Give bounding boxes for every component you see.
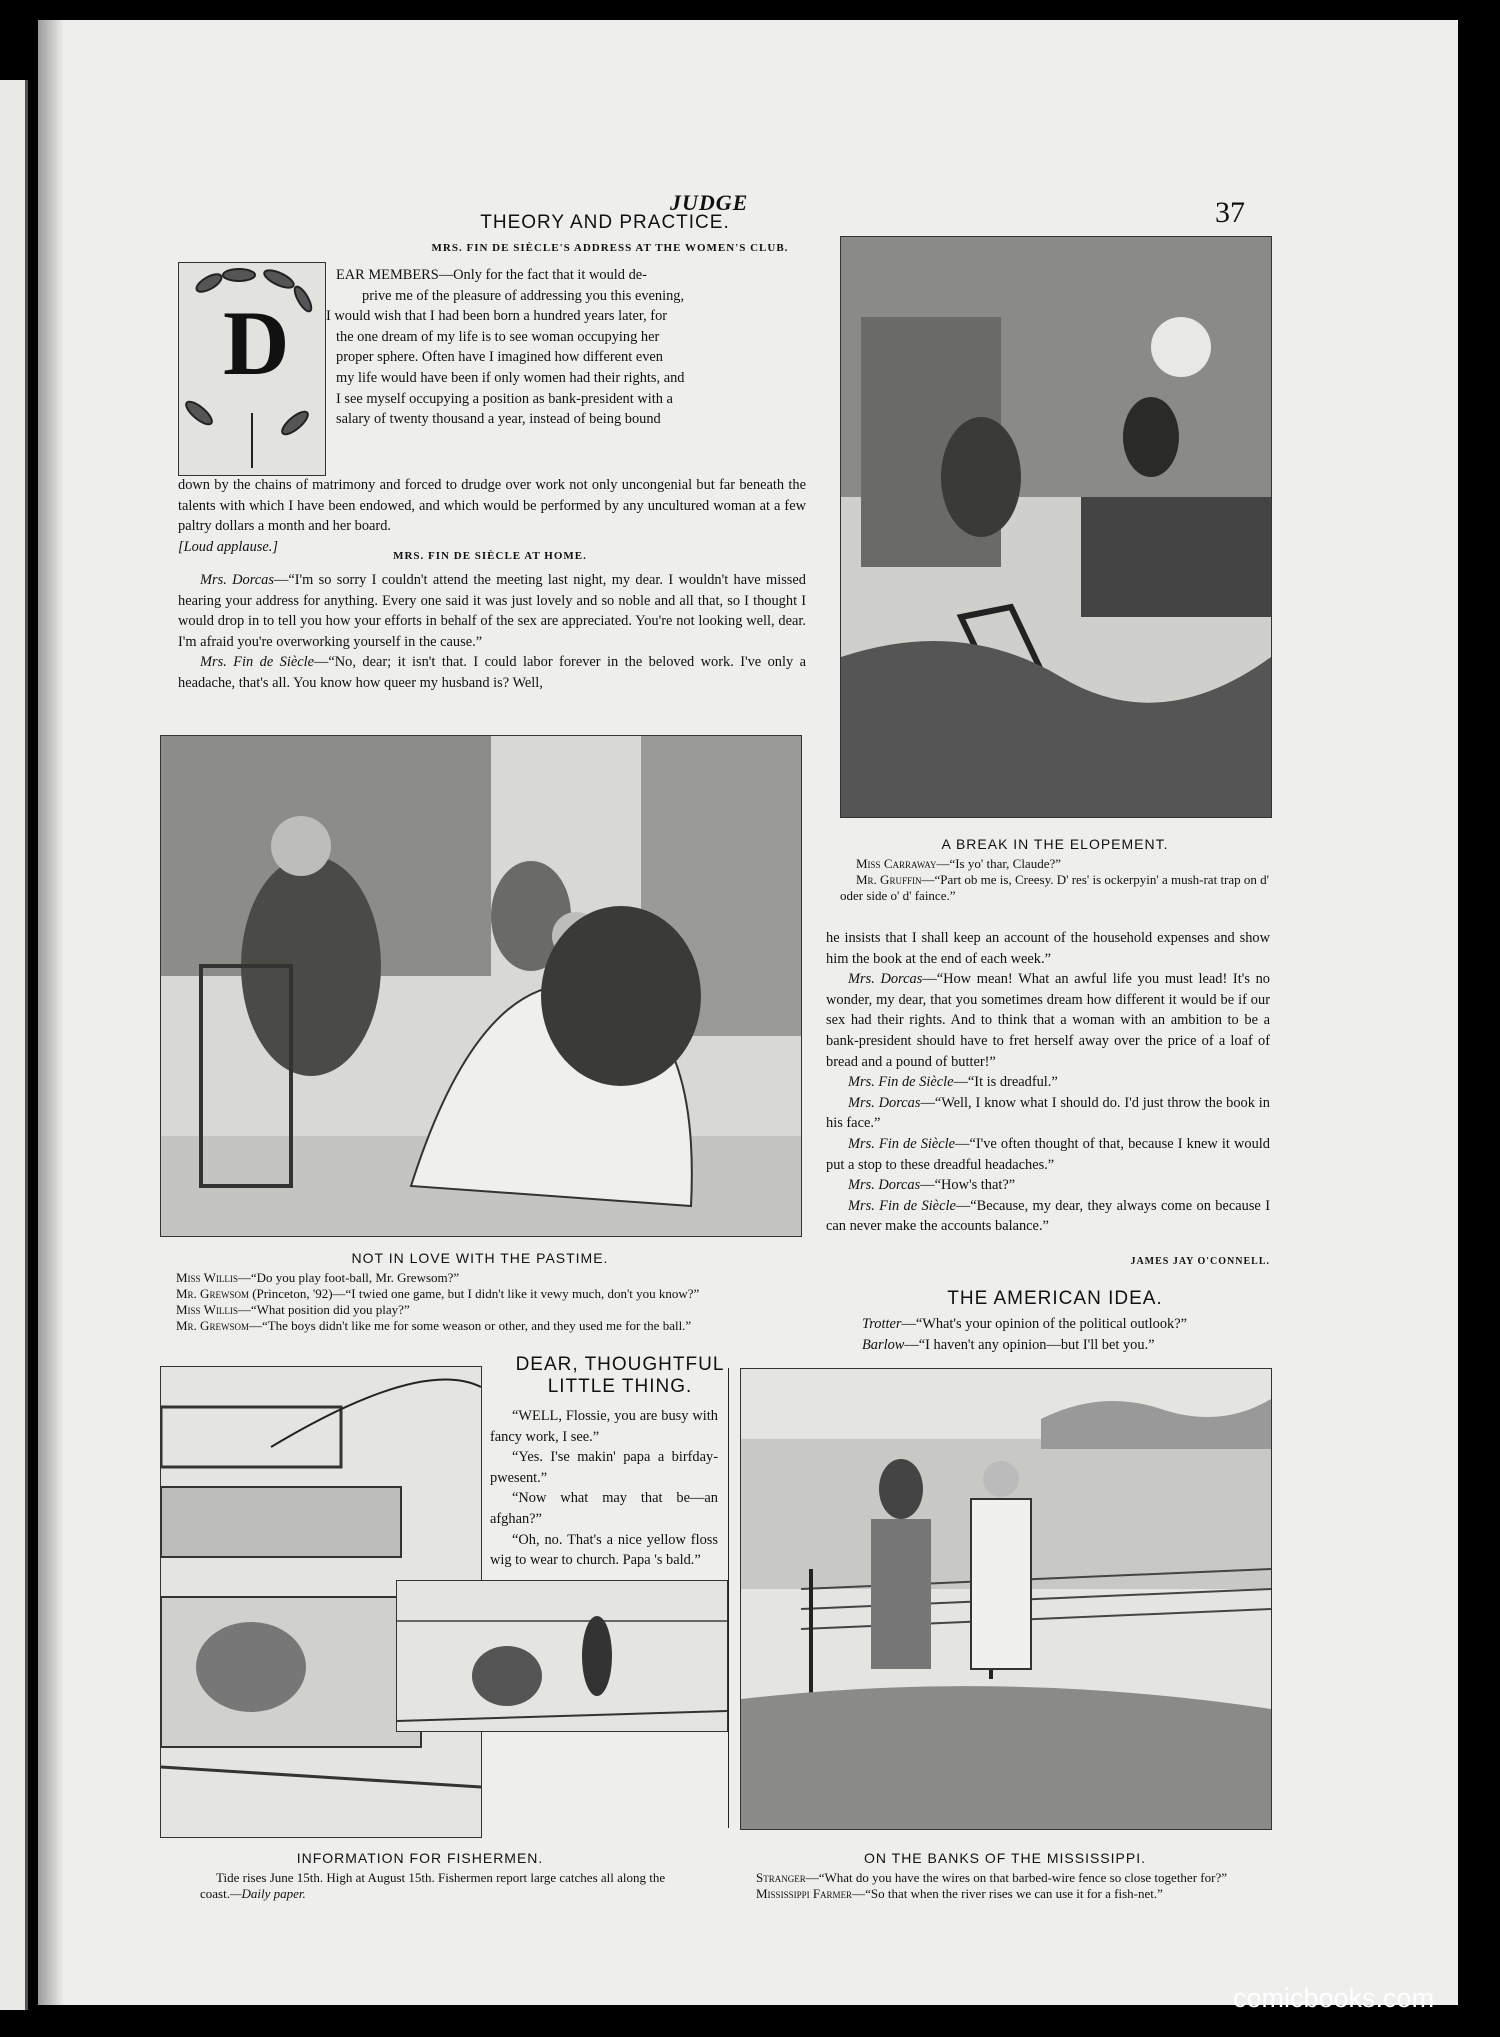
caption-elopement: A BREAK IN THE ELOPEMENT. [941,836,1169,852]
speaker-name: Stranger [756,1870,806,1885]
pastime-dialogue [160,1270,800,1334]
caption-mississippi: ON THE BANKS OF THE MISSISSIPPI. [864,1850,1146,1866]
speaker-name: Mrs. Fin de Siècle [848,1197,956,1214]
dialogue-line [740,1870,1270,1886]
illustration-mississippi [740,1368,1272,1830]
dialogue-line [160,1270,800,1286]
illustration-pastime [160,735,802,1237]
article-subtitle-address: MRS. FIN DE SIÈCLE'S ADDRESS AT THE WOMEN'S CLUB. [431,242,789,254]
dialogue-text: —“No, dear; it isn't that. I could labor forever in the beloved work. I've only a headache, that's all. You know how queer my husband is? Well, [178,654,807,691]
speaker-name: Barlow [862,1336,905,1353]
dialogue-text: —“I'm so sorry I couldn't attend the meeting last night, my dear. I wouldn't have missed hearing your address for anything. Every one said it was just lovely and so noble and all that, so I thought I would drop in to tell you how your efforts in behalf of the sex are appreciated. You're not looking well, dear. I'm afraid you're overworking yourself in the cause.” [178,572,806,650]
fishermen-text [200,1870,690,1902]
dialogue-line [740,1886,1270,1902]
page-number: 37 [1215,196,1245,229]
dialogue-text: —“Is yo' thar, Claude?” [936,856,1062,871]
dialogue-text: —“Because, my dear, they always come on because I can never make the accounts balance.” [826,1197,1270,1235]
article-continuation [826,928,1270,1237]
dialogue-paragraph [178,570,806,652]
dialogue-paragraph [826,1134,1270,1175]
applause-note: [Loud applause.] [178,538,278,555]
elopement-dialogue [840,856,1270,904]
dialogue-paragraph: “Oh, no. That's a nice yellow floss wig to wear to church. Papa 's bald.” [490,1531,718,1569]
article-title-american-idea: THE AMERICAN IDEA. [947,1288,1163,1309]
source: —Daily paper. [229,1886,306,1901]
text-line: the one dream of my life is to see woman occupying her [336,328,660,345]
dialogue-text: —“Do you play foot-ball, Mr. Grewsom?” [237,1270,460,1285]
dialogue-paragraph [178,652,806,693]
drop-cap-letter: D [223,292,290,394]
speaker-name: Mr. Gruffin [856,872,922,887]
dialogue-line [160,1318,800,1334]
dialogue-paragraph: “Yes. I'se makin' papa a birfday-pwesent.” [490,1449,718,1486]
dialogue-paragraph: he insists that I shall keep an account of the household expenses and show him the book at the end of each week.” [826,930,1270,967]
dialogue-text: —“The boys didn't like me for some weason or other, and they used me for the ball.” [248,1318,692,1333]
text-line: prive me of the pleasure of addressing you this evening, [362,287,685,304]
column-rule [728,1368,729,1828]
article-paragraph-1-rest [178,475,806,557]
drop-cap-ornament [178,262,326,476]
speaker-name: Miss Willis [176,1302,238,1317]
text-paragraph: down by the chains of matrimony and forced to drudge over work not only uncongenial but far beneath the talents with which I have been endowed, and which would be performed by any uncultured woman at a few paltry dollars a month and her board. [178,477,806,535]
text-line: EAR MEMBERS—Only for the fact that it would de- [336,267,647,283]
american-idea-dialogue [840,1314,1270,1355]
dialogue-text: —“I've often thought of that, because I knew it would put a stop to these dreadful headaches.” [826,1135,1270,1173]
title-line: DEAR, THOUGHTFUL [515,1354,725,1375]
text-line: salary of twenty thousand a year, instead of being bound [336,411,661,428]
speaker-name: Mrs. Dorcas [848,1094,921,1111]
speaker-name: Mrs. Fin de Siècle [848,1074,954,1091]
dialogue-paragraph: “Now what may that be—an afghan?” [490,1490,718,1527]
dialogue-line [840,856,1270,872]
dialogue-text: —“What do you have the wires on that barbed-wire fence so close together for?” [805,1870,1227,1885]
dialogue-text: (Princeton, '92)—“I twied one game, but I didn't like it vewy much, don't you know?” [248,1286,700,1301]
text-paragraph [200,1870,690,1902]
dialogue-paragraph: “WELL, Flossie, you are busy with fancy work, I see.” [490,1408,718,1445]
title-line: LITTLE THING. [547,1376,693,1397]
speaker-name: Mrs. Fin de Siècle [848,1135,956,1152]
caption-fishermen: INFORMATION FOR FISHERMEN. [296,1850,544,1866]
illustration-beach-scene [396,1580,728,1732]
watermark: comicbooks.com [1233,1983,1435,2013]
speaker-name: Mississippi Farmer [756,1886,853,1901]
dialogue-text: —“How's that?” [920,1177,1016,1194]
dialogue-line [160,1286,800,1302]
news-text: Tide rises June 15th. High at August 15th. Fishermen report large catches all along the coast. [200,1870,666,1901]
dialogue-text: —“Part ob me is, Creesy. D' res' is ockerpyin' a mush-rat trap on d' oder side o' d' faince.” [840,872,1269,903]
article-title-theory: THEORY AND PRACTICE. [480,212,730,233]
dialogue-text: —“What position did you play?” [237,1302,410,1317]
speaker-name: Trotter [862,1316,902,1332]
speaker-name: Mr. Grewsom [176,1286,249,1301]
dialogue-text: —“I haven't any opinion—but I'll bet you.” [904,1336,1155,1353]
thoughtful-text [490,1406,718,1571]
dialogue-text: —“Well, I know what I should do. I'd just throw the book in his face.” [826,1094,1270,1132]
dialogue-line [160,1302,800,1318]
illustration-elopement [840,236,1272,818]
article-subtitle-home: MRS. FIN DE SIÈCLE AT HOME. [393,550,587,562]
dialogue-text: —“So that when the river rises we can use it for a fish-net.” [852,1886,1163,1901]
dialogue-paragraph [826,1196,1270,1237]
caption-pastime: NOT IN LOVE WITH THE PASTIME. [351,1250,609,1266]
dialogue-paragraph [840,1314,1270,1335]
mississippi-dialogue [740,1870,1270,1902]
speaker-name: Miss Willis [176,1270,238,1285]
speaker-name: Mrs. Dorcas [200,572,274,588]
masthead: JUDGE [670,190,749,215]
facing-page-edge [0,80,28,2010]
speaker-name: Mrs. Dorcas [848,971,923,988]
speaker-name: Mr. Grewsom [176,1318,249,1333]
byline: JAMES JAY O'CONNELL. [1130,1256,1270,1267]
article-paragraph-1-wrap [326,265,806,430]
dialogue-paragraph [826,1093,1270,1134]
text-line: my life would have been if only women had their rights, and [336,369,685,386]
text-line: I would wish that I had been born a hundred years later, for [326,308,668,325]
dialogue-paragraph [826,969,1270,1072]
speaker-name: Mrs. Dorcas [848,1177,921,1194]
speaker-name: Miss Carraway [856,856,937,871]
speaker-name: Mrs. Fin de Siècle [200,654,314,671]
text-line: I see myself occupying a position as bank-president with a [336,390,673,407]
article-dialogue-1 [178,570,806,694]
dialogue-paragraph [826,1072,1270,1093]
text-line: proper sphere. Often have I imagined how different even [336,349,663,366]
dialogue-paragraph [840,1335,1270,1356]
dialogue-text: —“It is dreadful.” [953,1074,1058,1091]
dialogue-text: —“How mean! What an awful life you must lead! It's no wonder, my dear, that you sometimes dream how different it would be if our sex had their rights. And to think that a woman with an ambition to be a bank-president should have to fret herself away over the price of a loaf of bread and a pound of butter!” [826,971,1270,1070]
article-title-thoughtful [490,1354,750,1398]
dialogue-paragraph [826,1175,1270,1196]
dialogue-text: —“What's your opinion of the political outlook?” [901,1316,1188,1332]
dialogue-line [840,872,1270,904]
